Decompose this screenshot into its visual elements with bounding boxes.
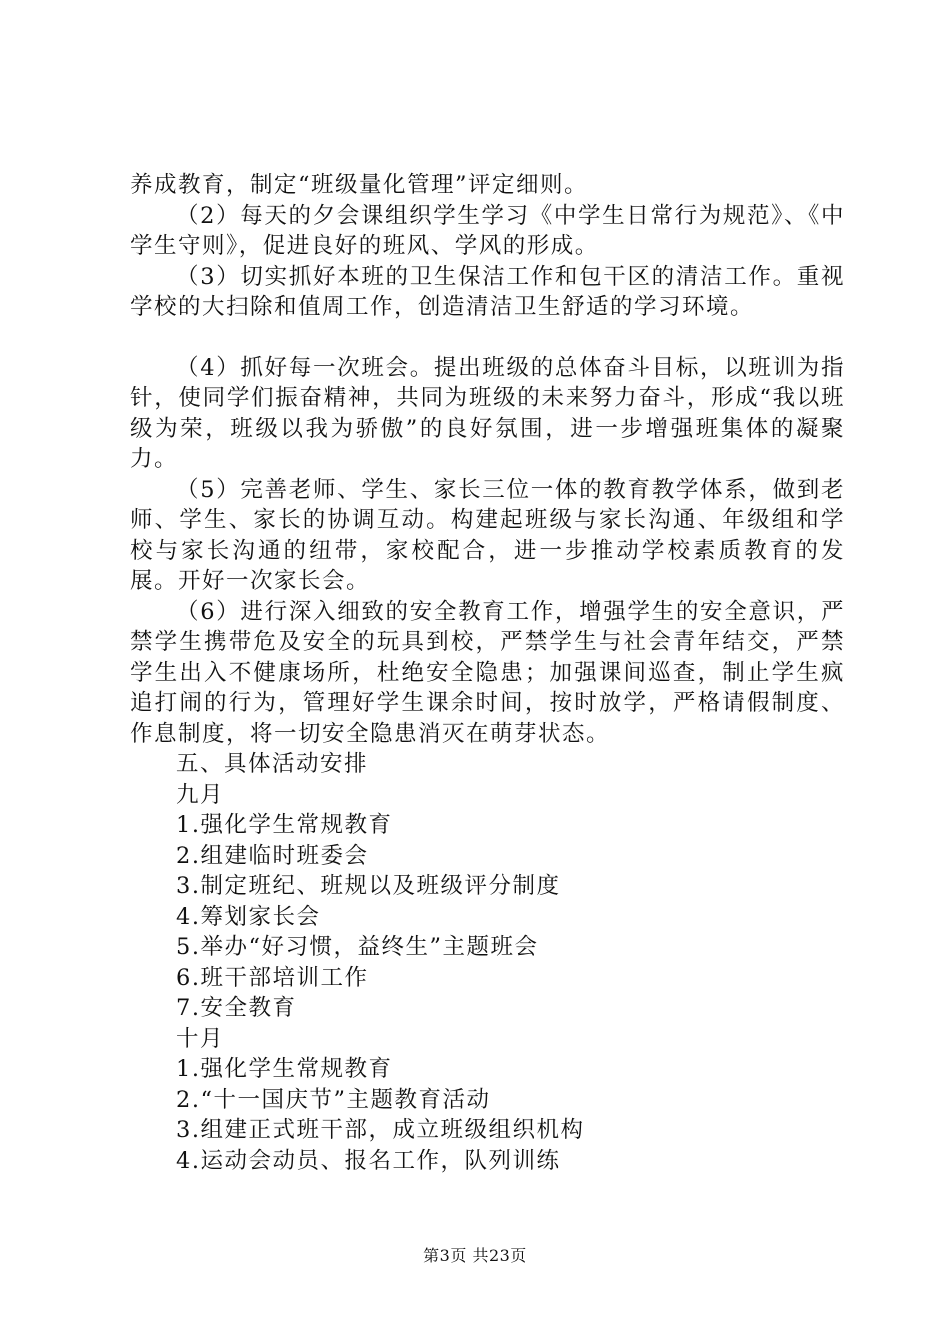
list-item: 4.运动会动员、报名工作，队列训练 xyxy=(176,1147,561,1174)
section-heading: 五、具体活动安排 xyxy=(176,751,369,777)
list-item: 3.组建正式班干部，成立班级组织机构 xyxy=(176,1117,585,1143)
list-item: 1.强化学生常规教育 xyxy=(176,1056,393,1082)
paragraph-item-4: （4）抓好每一次班会。提出班级的总体奋斗目标，以班训为指针，使同学们振奋精神，共同为班级的未来努力奋斗，形成“我以班级为荣，班级以我为骄傲”的良好氛围，进一步增强班集体的凝聚力。 xyxy=(130,354,845,472)
paragraph-item-3: （3）切实抓好本班的卫生保洁工作和包干区的清洁工作。重视学校的大扫除和值周工作，创造清洁卫生舒适的学习环境。 xyxy=(130,263,845,320)
list-item: 4.筹划家长会 xyxy=(176,903,321,930)
list-item: 1.强化学生常规教育 xyxy=(176,812,393,838)
month-heading-october: 十月 xyxy=(176,1025,225,1052)
list-item: 2.“十一国庆节”主题教育活动 xyxy=(176,1086,491,1113)
paragraph-item-6: （6）进行深入细致的安全教育工作，增强学生的安全意识，严禁学生携带危及安全的玩具到校，严禁学生与社会青年结交，严禁学生出入不健康场所，杜绝安全隐患；加强课间巡查，制止学生疯追打闹的行为，管理好学生课余时间，按时放学，严格请假制度、作息制度，将一切安全隐患消灭在萌芽状态。 xyxy=(130,598,845,747)
list-item: 2.组建临时班委会 xyxy=(176,842,369,869)
list-item: 3.制定班纪、班规以及班级评分制度 xyxy=(176,873,561,899)
paragraph-item-5: （5）完善老师、学生、家长三位一体的教育教学体系，做到老师、学生、家长的协调互动。构建起班级与家长沟通、年级组和学校与家长沟通的纽带，家校配合，进一步推动学校素质教育的发展。开好一次家长会。 xyxy=(130,476,845,594)
paragraph-item-2: （2）每天的夕会课组织学生学习《中学生日常行为规范》、《中学生守则》，促进良好的班风、学风的形成。 xyxy=(130,202,845,259)
page-footer: 第3页 共23页 xyxy=(423,1246,527,1265)
list-item: 6.班干部培训工作 xyxy=(176,964,369,991)
paragraph-continued: 养成教育，制定“班级量化管理”评定细则。 xyxy=(130,172,589,198)
document-body xyxy=(130,170,845,1176)
list-item: 5.举办“好习惯，益终生”主题班会 xyxy=(176,934,539,960)
month-heading-september: 九月 xyxy=(176,781,225,808)
blank-line xyxy=(130,323,845,353)
list-item: 7.安全教育 xyxy=(176,995,297,1021)
